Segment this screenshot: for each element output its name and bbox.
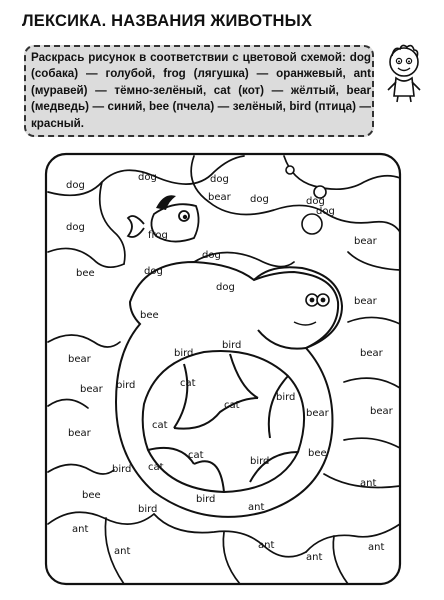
word-bear: bear — [370, 406, 393, 417]
word-dog: dog — [138, 172, 157, 183]
word-bee: bee — [140, 310, 159, 321]
word-dog: dog — [202, 250, 221, 261]
word-ant: ant — [114, 546, 131, 557]
instruction-text: Раскрась рисунок в соответствии с цветовой схемой: dog (собака) — голубой, frog (лягушка) — оранжевый, ant (муравей) — тёмно-зелёный, cat (кот) — жёлтый, bear (медведь) — синий, bee (пчела) — зелёный, bird (птица) — красный. — [31, 51, 371, 130]
word-bear: bear — [354, 296, 377, 307]
word-dog: dog — [316, 206, 335, 217]
word-ant: ant — [258, 540, 275, 551]
word-cat: cat — [180, 378, 196, 389]
word-ant: ant — [360, 478, 377, 489]
word-bird: bird — [112, 464, 132, 475]
page-title: ЛЕКСИКА. НАЗВАНИЯ ЖИВОТНЫХ — [22, 12, 313, 30]
word-frog: frog — [148, 230, 168, 241]
word-dog: dog — [66, 222, 85, 233]
word-cat: cat — [188, 450, 204, 461]
word-dog: dog — [216, 282, 235, 293]
word-bird: bird — [138, 504, 158, 515]
word-bear: bear — [208, 192, 231, 203]
kid-mascot-icon — [380, 38, 428, 104]
coloring-picture — [44, 152, 402, 586]
word-bird: bird — [250, 456, 270, 467]
word-dog: dog — [144, 266, 163, 277]
word-cat: cat — [152, 420, 168, 431]
word-ant: ant — [368, 542, 385, 553]
word-cat: cat — [148, 462, 164, 473]
word-ant: ant — [72, 524, 89, 535]
word-bear: bear — [306, 408, 329, 419]
word-bear: bear — [68, 354, 91, 365]
word-dog: dog — [250, 194, 269, 205]
word-ant: ant — [306, 552, 323, 563]
word-dog: dog — [66, 180, 85, 191]
word-bee: bee — [308, 448, 327, 459]
word-bird: bird — [222, 340, 242, 351]
word-dog: dog — [210, 174, 229, 185]
word-bird: bird — [276, 392, 296, 403]
picture-frame — [46, 154, 400, 584]
word-dog: dog — [306, 196, 325, 207]
word-bear: bear — [360, 348, 383, 359]
word-bird: bird — [174, 348, 194, 359]
word-bear: bear — [68, 428, 91, 439]
word-cat: cat — [224, 400, 240, 411]
word-bird: bird — [196, 494, 216, 505]
word-bear: bear — [354, 236, 377, 247]
word-bee: bee — [82, 490, 101, 501]
word-bee: bee — [76, 268, 95, 279]
word-ant: ant — [248, 502, 265, 513]
word-bear: bear — [80, 384, 103, 395]
word-bird: bird — [116, 380, 136, 391]
